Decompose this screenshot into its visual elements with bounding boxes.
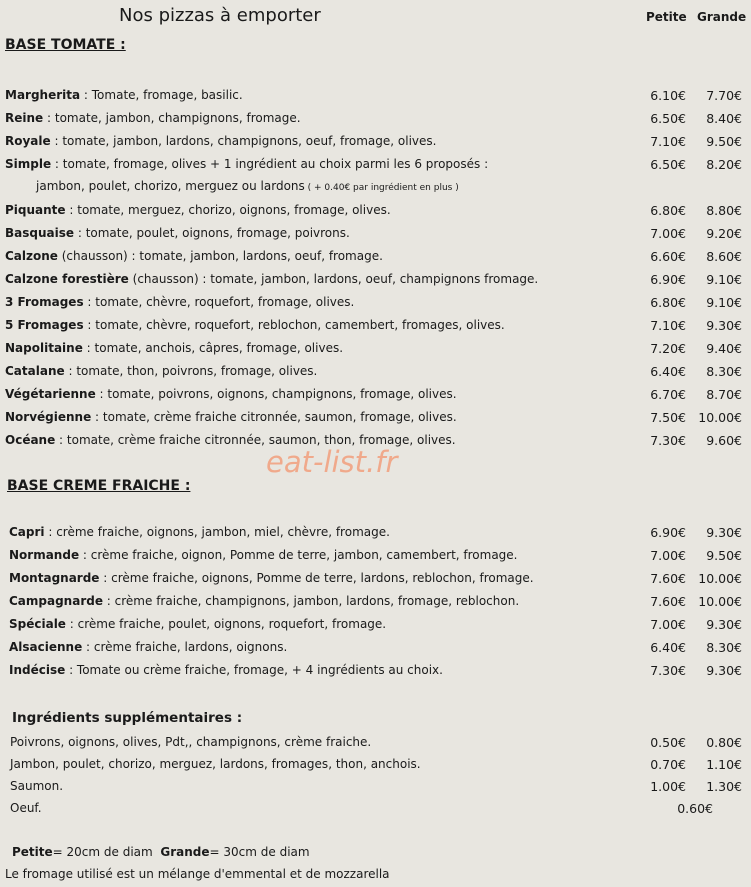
price-grande: 8.40€ — [706, 111, 742, 126]
pizza-name: Simple — [5, 157, 52, 171]
menu-row — [0, 364, 751, 384]
price-grande: 10.00€ — [698, 410, 742, 425]
pizza-name: Végétarienne — [5, 387, 96, 401]
price-petite: 6.50€ — [650, 157, 686, 172]
price-petite: 7.30€ — [650, 433, 686, 448]
menu-row — [0, 571, 751, 591]
price-grande: 8.70€ — [706, 387, 742, 402]
price-petite: 7.60€ — [650, 571, 686, 586]
column-header-petite: Petite — [646, 10, 687, 24]
price-grande: 8.20€ — [706, 157, 742, 172]
extras-row — [0, 735, 751, 755]
pizza-line — [9, 594, 519, 608]
pizza-name: Océane — [5, 433, 56, 447]
pizza-description: : tomate, poivrons, oignons, champignons, fromage, olives. — [95, 387, 457, 401]
pizza-line — [5, 341, 343, 355]
pizza-line — [5, 410, 457, 424]
petite-text: = 20cm de diam — [52, 845, 153, 859]
pizza-description: : tomate, chèvre, roquefort, fromage, olives. — [83, 295, 355, 309]
petite-label: Petite — [12, 845, 53, 859]
menu-row — [0, 157, 751, 177]
menu-row — [0, 134, 751, 154]
price-grande: 9.50€ — [706, 134, 742, 149]
price-grande: 9.20€ — [706, 226, 742, 241]
price-petite: 6.90€ — [650, 525, 686, 540]
price-petite: 7.00€ — [650, 617, 686, 632]
pizza-line — [5, 318, 505, 332]
pizza-continuation — [36, 179, 459, 193]
price-grande: 10.00€ — [698, 571, 742, 586]
price-petite: 7.20€ — [650, 341, 686, 356]
section-heading-creme: BASE CREME FRAICHE : — [7, 478, 191, 494]
pizza-line — [9, 525, 390, 539]
pizza-name: 5 Fromages — [5, 318, 84, 332]
pizza-line — [5, 272, 538, 286]
pizza-description: : tomate, jambon, lardons, champignons, oeuf, fromage, olives. — [50, 134, 437, 148]
pizza-description: : tomate, jambon, champignons, fromage. — [43, 111, 301, 125]
pizza-name: Normande — [9, 548, 80, 562]
price-petite: 7.60€ — [650, 594, 686, 609]
menu-row — [0, 272, 751, 292]
price-grande: 9.30€ — [706, 318, 742, 333]
price-petite: 7.00€ — [650, 548, 686, 563]
pizza-name: Indécise — [9, 663, 66, 677]
pizza-line — [5, 157, 488, 171]
pizza-line — [5, 226, 350, 240]
pizza-description: : crème fraiche, oignons, Pomme de terre, lardons, reblochon, fromage. — [99, 571, 534, 585]
price-grande: 1.30€ — [706, 779, 742, 794]
menu-row — [0, 341, 751, 361]
price-petite: 7.00€ — [650, 226, 686, 241]
pizza-line — [9, 640, 287, 654]
menu-row — [0, 663, 751, 683]
size-legend — [12, 845, 310, 859]
price-petite: 6.40€ — [650, 364, 686, 379]
price-petite: 6.10€ — [650, 88, 686, 103]
extras-description: Oeuf. — [10, 801, 42, 815]
continuation-text: jambon, poulet, chorizo, merguez ou lardons — [36, 179, 305, 193]
price-grande: 9.10€ — [706, 272, 742, 287]
pizza-name: Capri — [9, 525, 45, 539]
pizza-description: (chausson) : tomate, jambon, lardons, oeuf, champignons fromage. — [128, 272, 539, 286]
price-grande: 8.80€ — [706, 203, 742, 218]
extras-row — [0, 801, 751, 821]
pizza-name: Napolitaine — [5, 341, 83, 355]
price-petite: 7.10€ — [650, 134, 686, 149]
price-petite: 0.70€ — [650, 757, 686, 772]
pizza-description: : tomate, fromage, olives + 1 ingrédient au choix parmi les 6 proposés : — [51, 157, 489, 171]
pizza-name: Alsacienne — [9, 640, 83, 654]
price-grande: 8.30€ — [706, 640, 742, 655]
pizza-description: : crème fraiche, oignons, jambon, miel, chèvre, fromage. — [44, 525, 390, 539]
pizza-line — [5, 134, 436, 148]
price-petite: 6.70€ — [650, 387, 686, 402]
price-grande: 0.80€ — [706, 735, 742, 750]
pizza-name: Reine — [5, 111, 44, 125]
price-petite: 6.50€ — [650, 111, 686, 126]
menu-row — [0, 640, 751, 660]
pizza-description: (chausson) : tomate, jambon, lardons, oeuf, fromage. — [57, 249, 383, 263]
menu-row — [0, 226, 751, 246]
pizza-line — [9, 571, 534, 585]
menu-row — [0, 203, 751, 223]
pizza-line — [5, 111, 301, 125]
price-grande: 1.10€ — [706, 757, 742, 772]
pizza-description: : tomate, crème fraiche citronnée, saumon, fromage, olives. — [91, 410, 457, 424]
price-grande: 9.30€ — [706, 525, 742, 540]
price-petite: 6.80€ — [650, 295, 686, 310]
price-grande: 9.40€ — [706, 341, 742, 356]
page-title: Nos pizzas à emporter — [119, 5, 321, 26]
pizza-name: Calzone — [5, 249, 58, 263]
menu-row — [0, 548, 751, 568]
pizza-description: : tomate, poulet, oignons, fromage, poivrons. — [74, 226, 350, 240]
extras-description: Poivrons, oignons, olives, Pdt,, champignons, crème fraiche. — [10, 735, 372, 749]
pizza-name: Norvégienne — [5, 410, 92, 424]
pizza-name: Piquante — [5, 203, 66, 217]
pizza-name: Calzone forestière — [5, 272, 129, 286]
column-header-grande: Grande — [697, 10, 747, 24]
price-grande: 8.60€ — [706, 249, 742, 264]
section-heading-tomate: BASE TOMATE : — [5, 37, 126, 53]
pizza-description: : Tomate ou crème fraiche, fromage, + 4 ingrédients au choix. — [65, 663, 443, 677]
price-petite: 6.90€ — [650, 272, 686, 287]
menu-row — [0, 617, 751, 637]
pizza-name: Montagnarde — [9, 571, 100, 585]
pizza-description: : crème fraiche, oignon, Pomme de terre, jambon, camembert, fromage. — [79, 548, 518, 562]
pizza-name: Margherita — [5, 88, 81, 102]
pizza-description: : tomate, crème fraiche citronnée, saumon, thon, fromage, olives. — [55, 433, 456, 447]
pizza-name: Campagnarde — [9, 594, 103, 608]
price-grande: 9.50€ — [706, 548, 742, 563]
menu-row — [0, 594, 751, 614]
grande-text: = 30cm de diam — [209, 845, 310, 859]
price-petite: 6.60€ — [650, 249, 686, 264]
pizza-name: Spéciale — [9, 617, 66, 631]
price-grande: 8.30€ — [706, 364, 742, 379]
pizza-description: : tomate, thon, poivrons, fromage, olives. — [64, 364, 318, 378]
extras-heading: Ingrédients supplémentaires : — [12, 710, 243, 726]
pizza-line — [9, 617, 386, 631]
pizza-line — [5, 364, 317, 378]
price-single: 0.60€ — [677, 801, 713, 816]
pizza-description: : tomate, anchois, câpres, fromage, olives. — [82, 341, 344, 355]
price-petite: 0.50€ — [650, 735, 686, 750]
menu-row — [0, 525, 751, 545]
price-petite: 7.50€ — [650, 410, 686, 425]
pizza-line — [5, 249, 383, 263]
pizza-line — [5, 88, 243, 102]
price-grande: 10.00€ — [698, 594, 742, 609]
pizza-description: : crème fraiche, lardons, oignons. — [82, 640, 288, 654]
extras-row — [0, 757, 751, 777]
pizza-description: : tomate, chèvre, roquefort, reblochon, camembert, fromages, olives. — [83, 318, 505, 332]
menu-row — [0, 295, 751, 315]
continuation-note: ( + 0.40€ par ingrédient en plus ) — [304, 183, 459, 193]
menu-row — [0, 249, 751, 269]
menu-row — [0, 88, 751, 108]
pizza-description: : crème fraiche, champignons, jambon, lardons, fromage, reblochon. — [102, 594, 520, 608]
price-petite: 6.40€ — [650, 640, 686, 655]
pizza-line — [9, 663, 443, 677]
cheese-note: Le fromage utilisé est un mélange d'emmental et de mozzarella — [5, 867, 390, 881]
price-petite: 7.10€ — [650, 318, 686, 333]
menu-row — [0, 410, 751, 430]
price-petite: 6.80€ — [650, 203, 686, 218]
pizza-description: : tomate, merguez, chorizo, oignons, fromage, olives. — [65, 203, 391, 217]
menu-row — [0, 387, 751, 407]
extras-row — [0, 779, 751, 799]
pizza-line — [5, 387, 457, 401]
pizza-description: : Tomate, fromage, basilic. — [80, 88, 243, 102]
pizza-line — [5, 203, 391, 217]
menu-row — [0, 111, 751, 131]
pizza-name: Royale — [5, 134, 51, 148]
watermark: eat-list.fr — [266, 445, 398, 479]
menu-row — [0, 318, 751, 338]
pizza-name: 3 Fromages — [5, 295, 84, 309]
pizza-line — [5, 295, 354, 309]
price-petite: 7.30€ — [650, 663, 686, 678]
pizza-name: Basquaise — [5, 226, 75, 240]
price-grande: 9.30€ — [706, 663, 742, 678]
price-grande: 7.70€ — [706, 88, 742, 103]
pizza-line — [9, 548, 518, 562]
pizza-name: Catalane — [5, 364, 65, 378]
extras-description: Jambon, poulet, chorizo, merguez, lardons, fromages, thon, anchois. — [10, 757, 421, 771]
price-grande: 9.10€ — [706, 295, 742, 310]
pizza-description: : crème fraiche, poulet, oignons, roquefort, fromage. — [65, 617, 387, 631]
price-grande: 9.60€ — [706, 433, 742, 448]
price-petite: 1.00€ — [650, 779, 686, 794]
price-grande: 9.30€ — [706, 617, 742, 632]
grande-label: Grande — [160, 845, 210, 859]
extras-description: Saumon. — [10, 779, 64, 793]
